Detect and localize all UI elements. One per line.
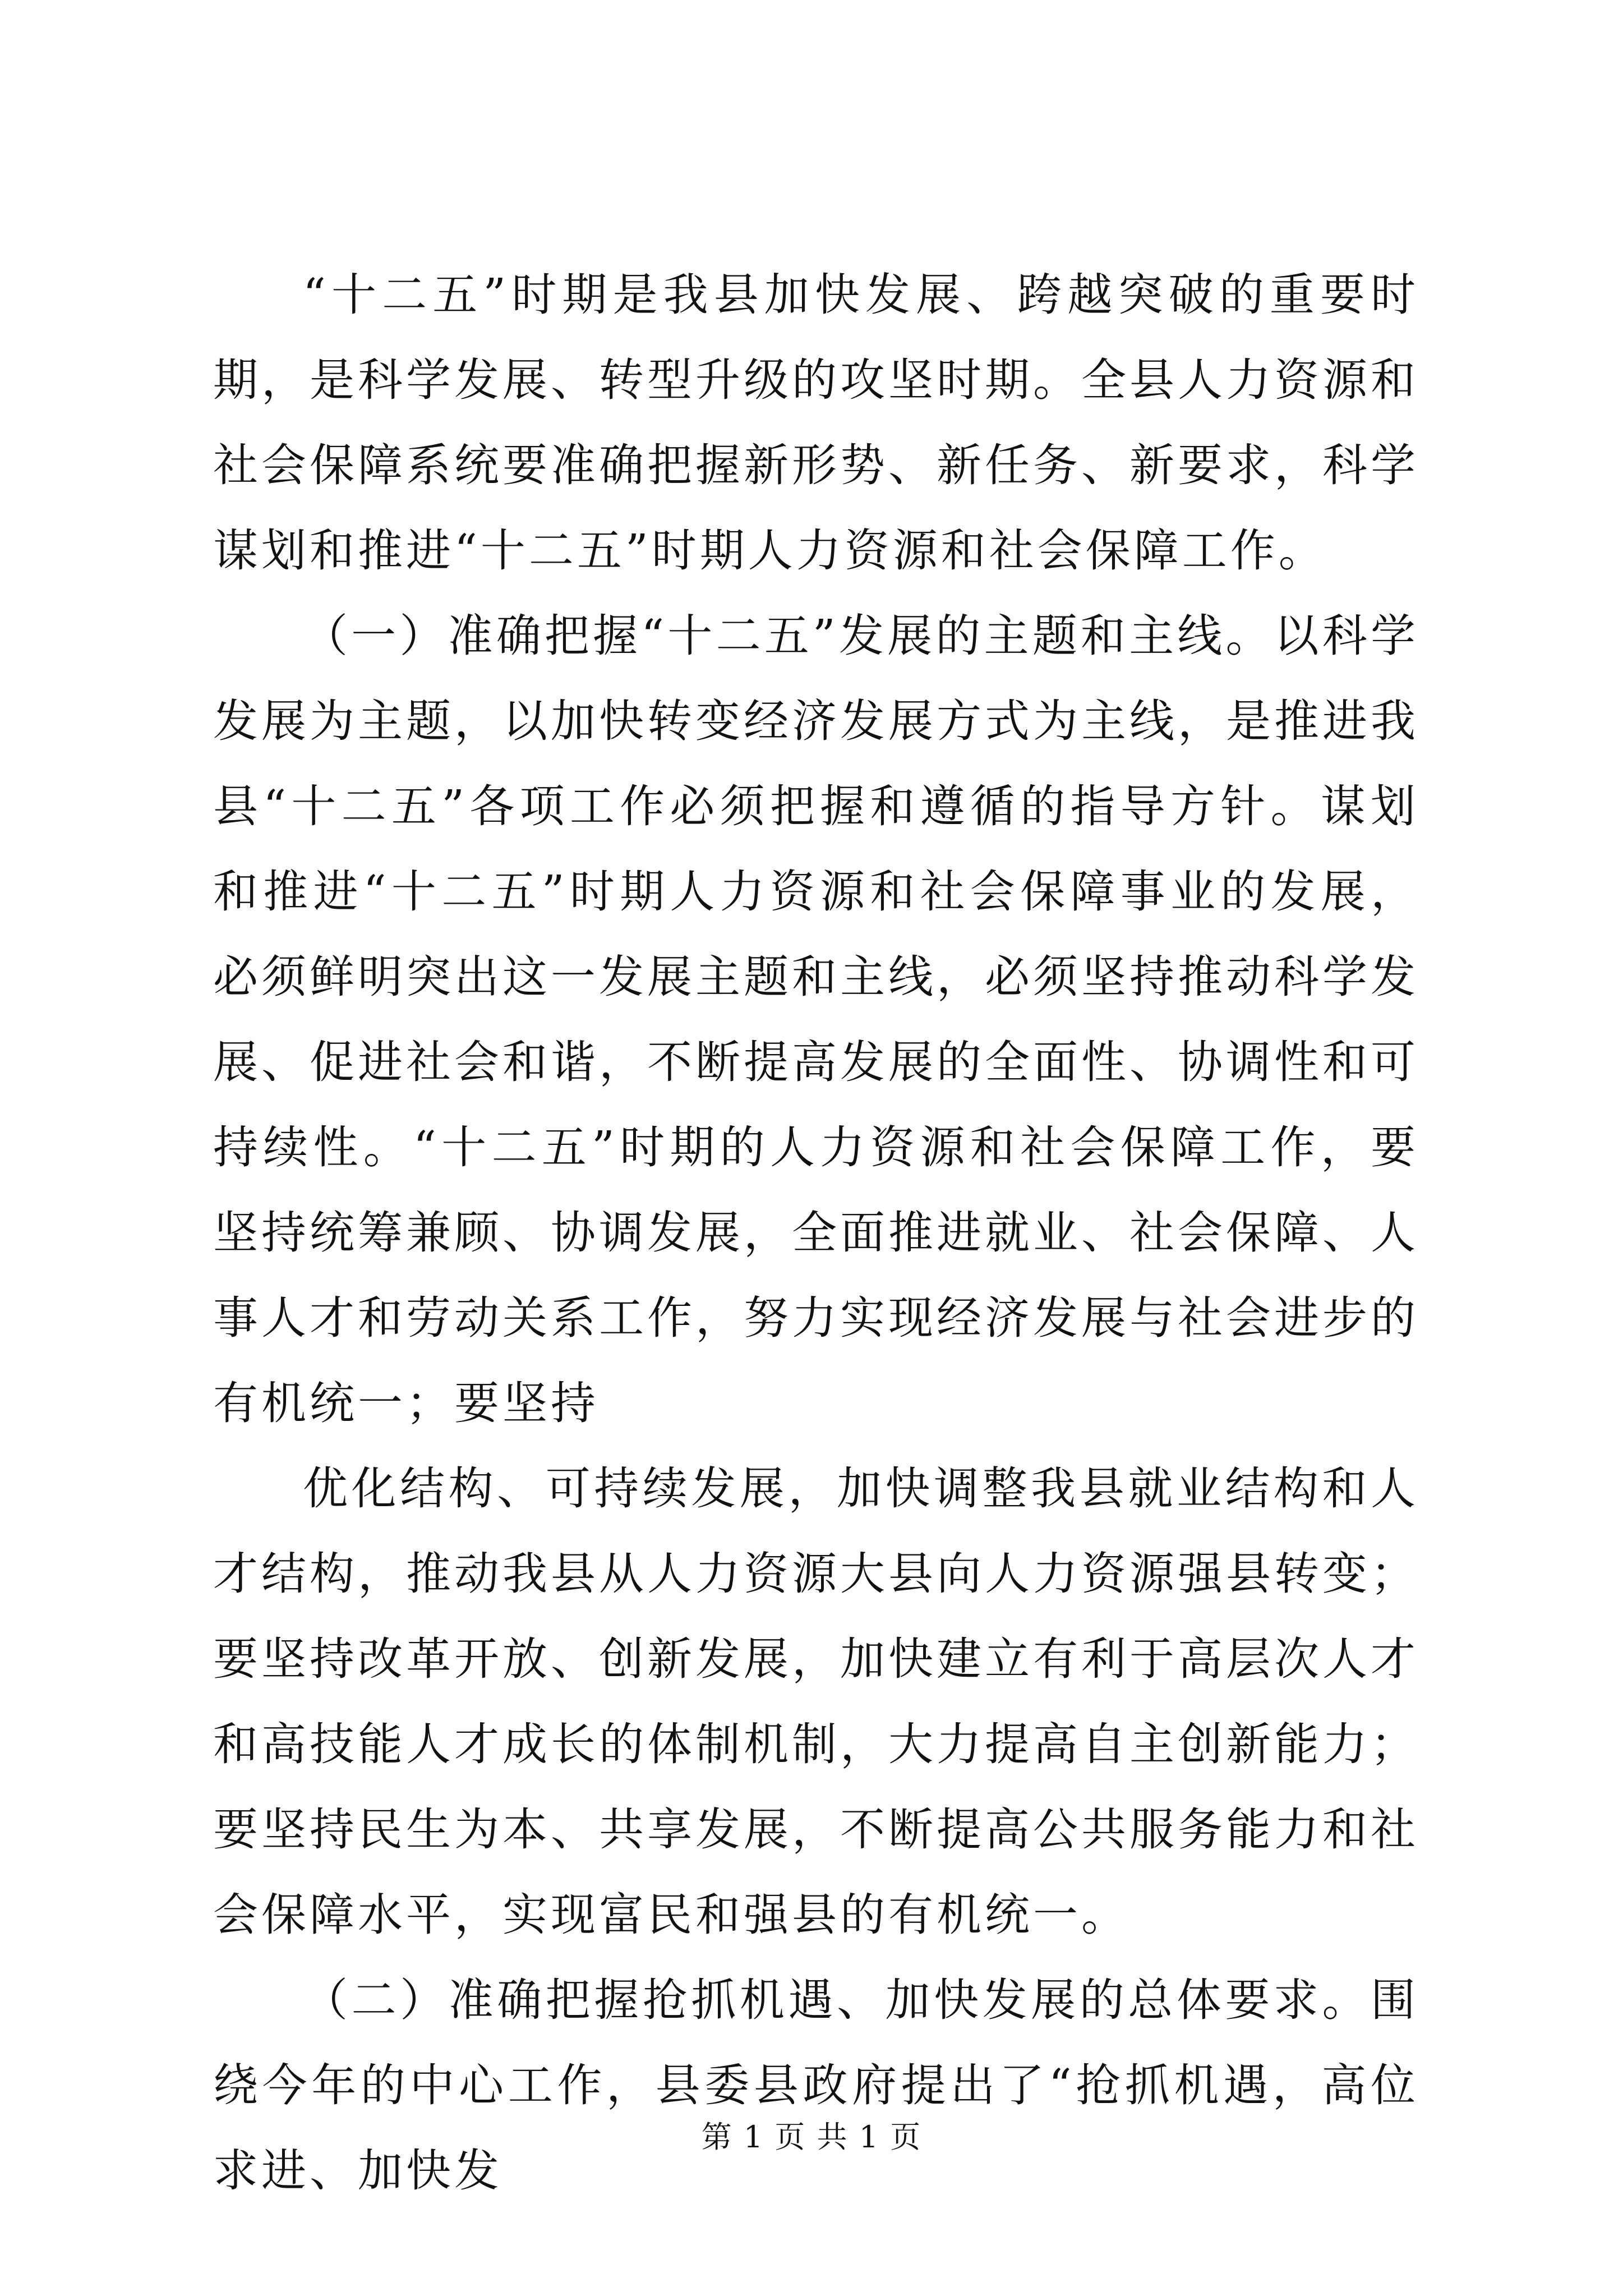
paragraph-section-one: （一）准确把握“十二五”发展的主题和主线。以科学发展为主题，以加快转变经济发展方式为主线，是推进我县“十二五”各项工作必须把握和遵循的指导方针。谋划和推进“十二五”时期人力资源和社会保障事业的发展，必须鲜明突出这一发展主题和主线，必须坚持推动科学发展、促进社会和谐，不断提高发展的全面性、协调性和可持续性。“十二五”时期的人力资源和社会保障工作，要坚持统筹兼顾、协调发展，全面推进就业、社会保障、人事人才和劳动关系工作，努力实现经济发展与社会进步的有机统一；要坚持 [213,610,1419,1429]
page-footer [0,2118,1623,2157]
document-body [213,252,1419,2214]
page-number-label: 第 1 页 共 1 页 [701,2119,922,2155]
paragraph-intro: “十二五”时期是我县加快发展、跨越突破的重要时期，是科学发展、转型升级的攻坚时期。全县人力资源和社会保障系统要准确把握新形势、新任务、新要求，科学谋划和推进“十二五”时期人力资源和社会保障工作。 [213,269,1419,577]
paragraph-section-one-continued: 优化结构、可持续发展，加快调整我县就业结构和人才结构，推动我县从人力资源大县向人力资源强县转变；要坚持改革开放、创新发展，加快建立有利于高层次人才和高技能人才成长的体制机制，大力提高自主创新能力；要坚持民生为本、共享发展，不断提高公共服务能力和社会保障水平，实现富民和强县的有机统一。 [213,1462,1419,1941]
paragraph-section-two: （二）准确把握抢抓机遇、加快发展的总体要求。围绕今年的中心工作，县委县政府提出了“抢抓机遇，高位求进、加快发 [213,1974,1419,2197]
